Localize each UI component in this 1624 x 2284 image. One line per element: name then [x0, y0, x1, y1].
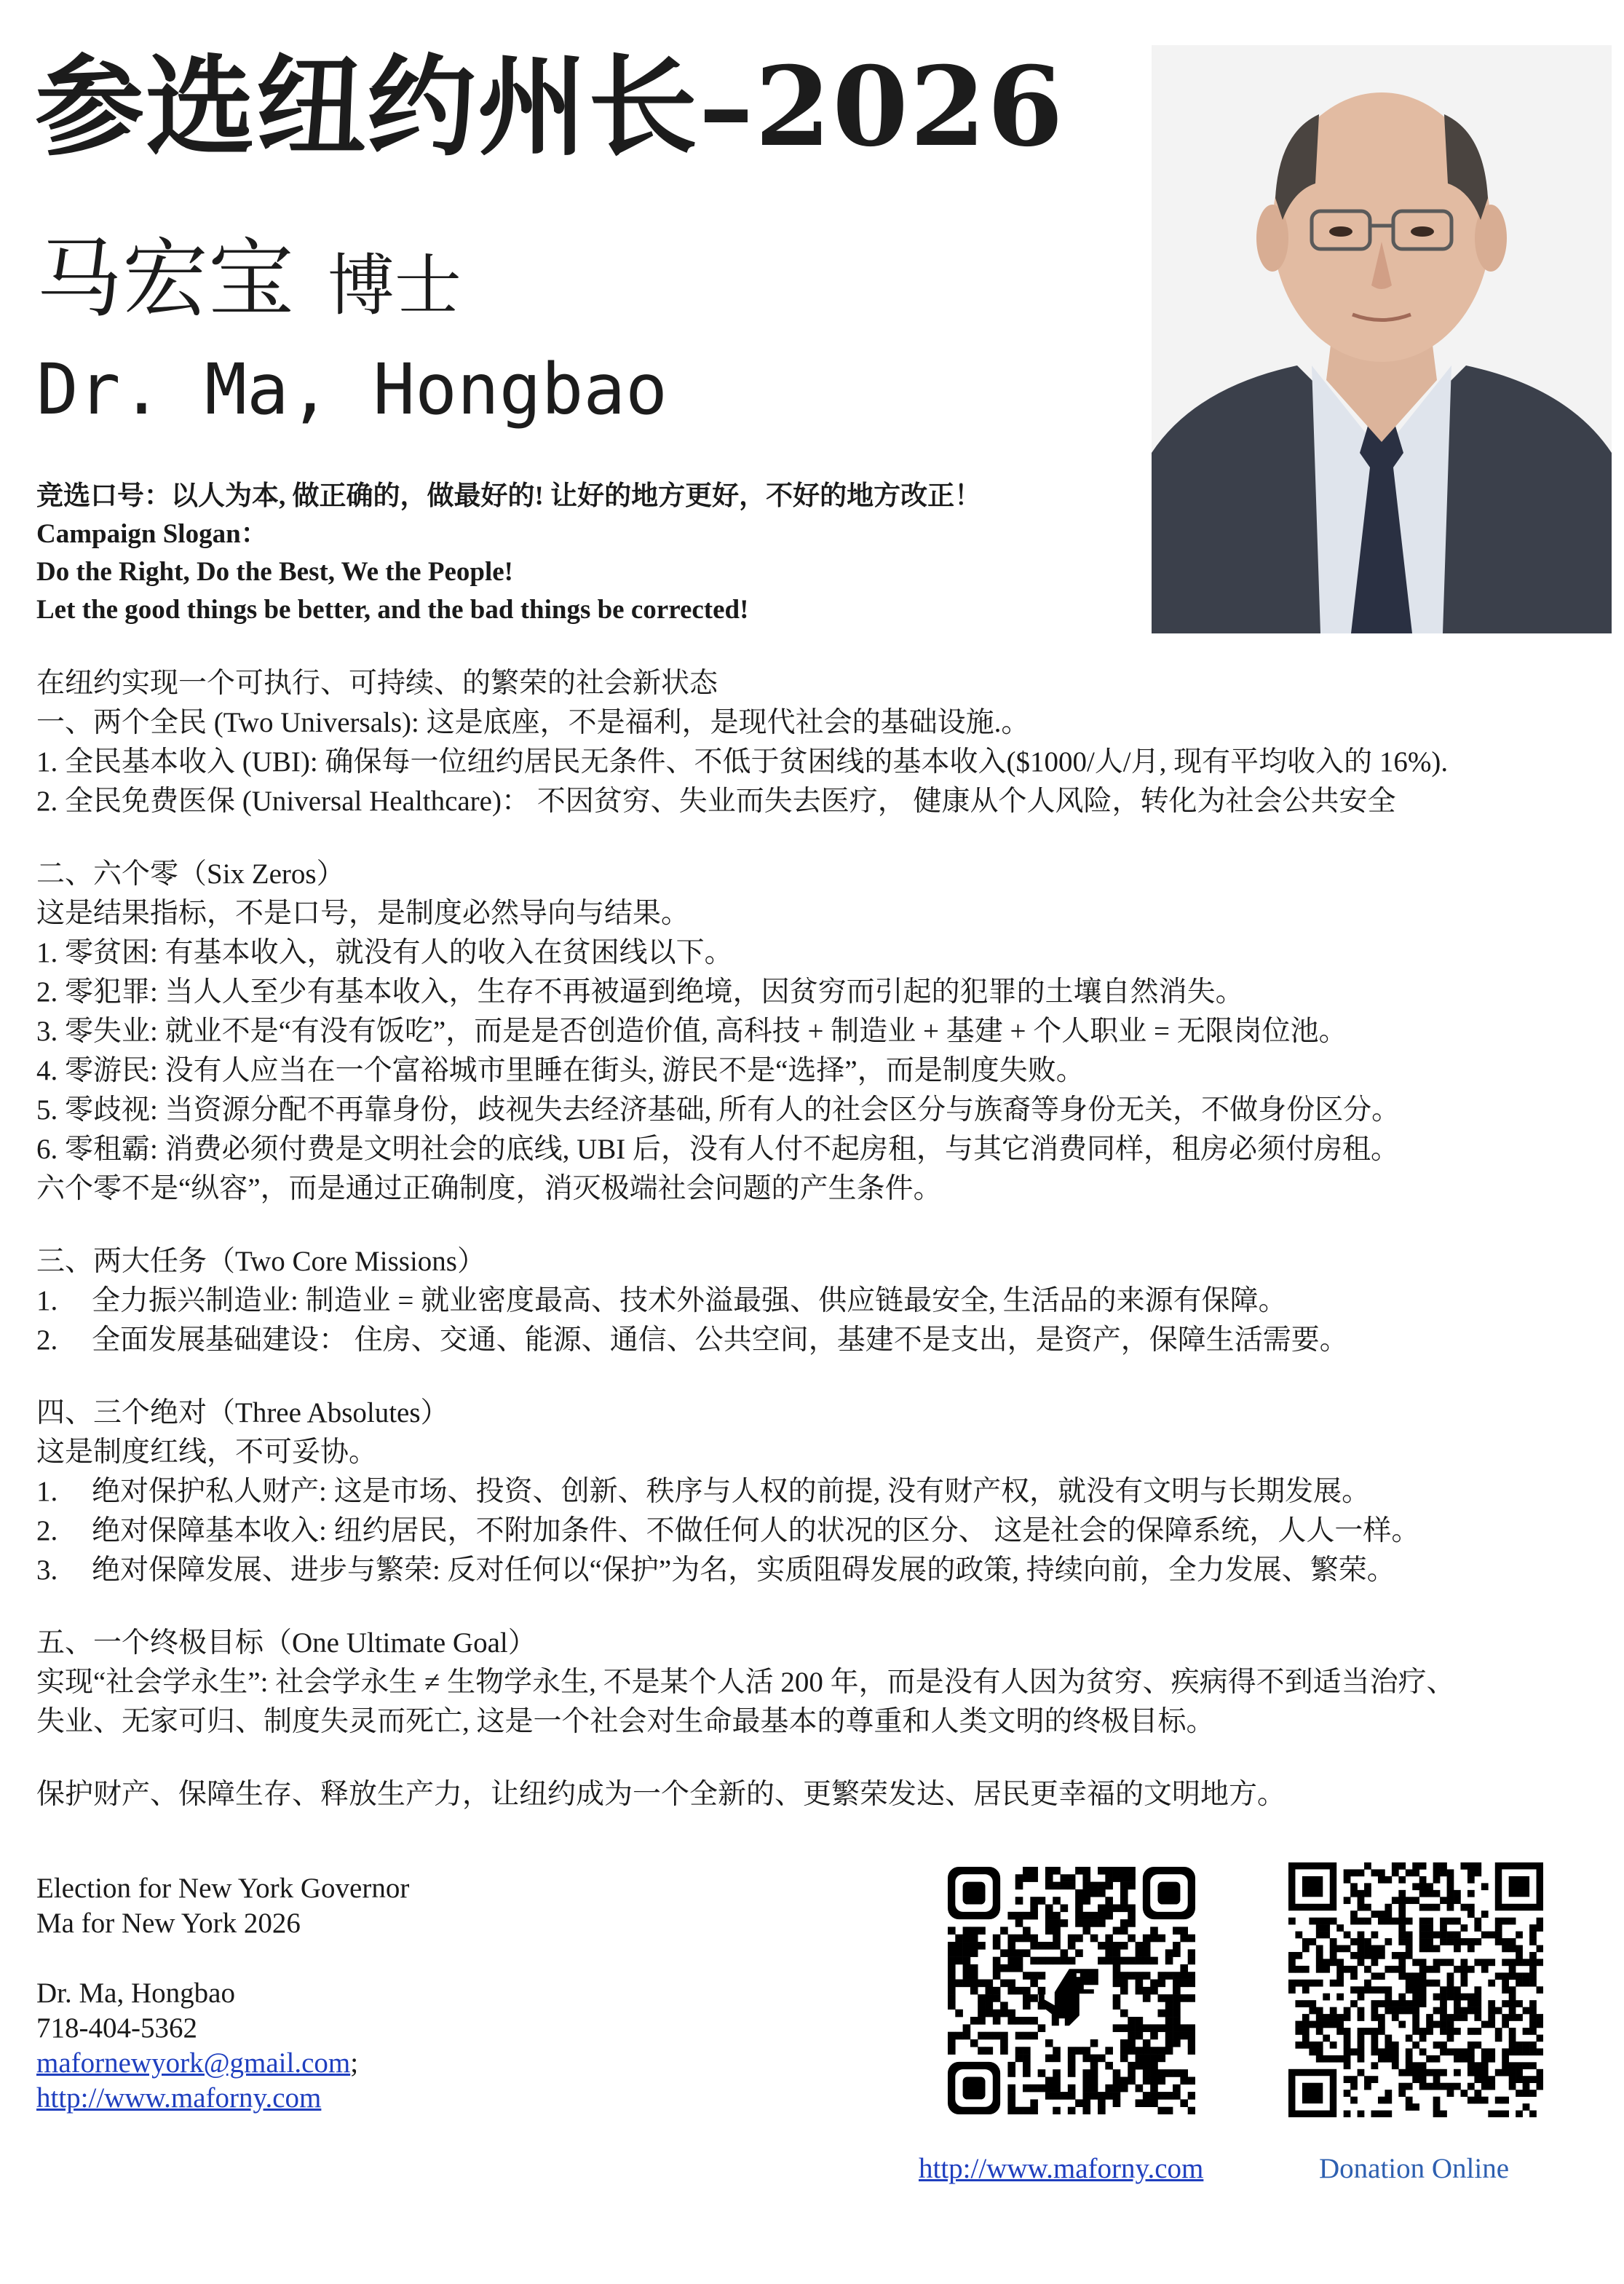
- list-item: 2. 全民免费医保 (Universal Healthcare)： 不因贫穷、失业而失去医疗， 健康从个人风险，转化为社会公共安全: [36, 786, 1396, 817]
- candidate-name-chinese: [36, 229, 462, 333]
- website-qr-caption[interactable]: http://www.maforny.com: [919, 2153, 1204, 2184]
- list-item: 1. 全民基本收入 (UBI): 确保每一位纽约居民无条件、不低于贫困线的基本收入($1000/人/月, 现有平均收入的 16%).: [36, 746, 1449, 778]
- website-qr-code[interactable]: [948, 1867, 1195, 2114]
- slogan-chinese: 竞选口号：以人为本, 做正确的，做最好的! 让好的地方更好，不好的地方改正！: [36, 481, 982, 511]
- name-cn-text: 马宏宝: [36, 229, 295, 329]
- list-item: 2. 零犯罪: 当人人至少有基本收入，生存不再被逼到绝境，因贫穷而引起的犯罪的土壤自然消失。: [36, 976, 1244, 1008]
- eye-right: [1411, 226, 1434, 237]
- email-suffix: ;: [350, 2047, 359, 2079]
- list-text: 绝对保障发展、进步与繁荣: 反对任何以“保护”为名，实质阻碍发展的政策, 持续向前，全力发展、繁荣。: [92, 1554, 1395, 1586]
- list-item: 4. 零游民: 没有人应当在一个富裕城市里睡在街头, 游民不是“选择”，而是制度失败。: [36, 1055, 1085, 1086]
- list-item: 1. 零贫困: 有基本收入，就没有人的收入在贫困线以下。: [36, 937, 733, 968]
- campaign-line: Ma for New York 2026: [36, 1908, 301, 1939]
- contact-email-row: [36, 2046, 692, 2081]
- list-item: [36, 1472, 1587, 1512]
- eye-left: [1329, 226, 1352, 237]
- list-item: 5. 零歧视: 当资源分配不再靠身份，歧视失去经济基础, 所有人的社会区分与族裔等身份无关，不做身份区分。: [36, 1094, 1401, 1126]
- section-heading-ultimate-goal: 五、一个终极目标（One Ultimate Goal）: [36, 1627, 536, 1659]
- candidate-name-english: Dr. Ma, Hongbao: [36, 349, 668, 430]
- list-number: 1.: [36, 1476, 58, 1507]
- election-line: Election for New York Governor: [36, 1873, 410, 1904]
- candidate-portrait: [1152, 45, 1612, 633]
- list-item: 3. 零失业: 就业不是“有没有饭吃”，而是是否创造价值, 高科技 + 制造业 + 基建 + 个人职业 = 无限岗位池。: [36, 1016, 1347, 1047]
- list-text: 绝对保护私人财产: 这是市场、投资、创新、秩序与人权的前提, 没有财产权，就没有文明与长期发展。: [92, 1476, 1371, 1507]
- platform-body: [36, 664, 1587, 1814]
- list-item: [36, 1281, 1587, 1321]
- donation-qr-code[interactable]: [1288, 1862, 1543, 2117]
- list-item: 6. 零租霸: 消费必须付费是文明社会的底线, UBI 后，没有人付不起房租，与其它消费同样，租房必须付房租。: [36, 1134, 1400, 1165]
- section-subtitle: 这是制度红线，不可妥协。: [36, 1437, 378, 1468]
- contact-phone: 718-404-5362: [36, 2012, 197, 2044]
- list-number: 2.: [36, 1324, 58, 1356]
- slogan-english-line2: Let the good things be better, and the bad things be corrected!: [36, 595, 749, 625]
- list-item: [36, 1321, 1587, 1360]
- list-text: 全力振兴制造业: 制造业 = 就业密度最高、技术外溢最强、供应链最安全, 生活品的来源有保障。: [92, 1285, 1287, 1316]
- email-link[interactable]: mafornewyork@gmail.com: [36, 2047, 351, 2079]
- contact-name: Dr. Ma, Hongbao: [36, 1977, 235, 2009]
- contact-block: [36, 1871, 692, 2116]
- page-title: 参选纽约州长–2026: [35, 43, 1065, 171]
- section-heading-two-core-missions: 三、两大任务（Two Core Missions）: [36, 1246, 486, 1277]
- list-item: [36, 1512, 1587, 1551]
- platform-intro: 在纽约实现一个可执行、可持续、的繁荣的社会新状态: [36, 668, 718, 699]
- goal-line: 失业、无家可归、制度失灵而死亡, 这是一个社会对生命最基本的尊重和人类文明的终极目标。: [36, 1706, 1215, 1737]
- list-item: [36, 1551, 1587, 1590]
- list-number: 1.: [36, 1285, 58, 1316]
- section-heading-two-universals: 一、两个全民 (Two Universals): 这是底座，不是福利，是现代社会的基础设施.。: [36, 707, 1030, 738]
- goal-line: 实现“社会学永生”: 社会学永生 ≠ 生物学永生, 不是某个人活 200 年，而是没有人因为贫穷、疾病得不到适当治疗、: [36, 1667, 1455, 1698]
- name-cn-title-suffix: 博士: [328, 247, 462, 325]
- list-number: 3.: [36, 1554, 58, 1586]
- contact-website-row: [36, 2081, 692, 2116]
- closing-statement: 保护财产、保障生存、释放生产力，让纽约成为一个全新的、更繁荣发达、居民更幸福的文明地方。: [36, 1779, 1286, 1810]
- campaign-slogan: [36, 478, 1157, 629]
- slogan-english-line1: Do the Right, Do the Best, We the People!: [36, 557, 513, 587]
- section-heading-six-zeros: 二、六个零（Six Zeros）: [36, 858, 345, 890]
- list-text: 全面发展基础建设： 住房、交通、能源、通信、公共空间，基建不是支出，是资产，保障生活需要。: [92, 1324, 1348, 1356]
- section-closing: 六个零不是“纵容”，而是通过正确制度，消灭极端社会问题的产生条件。: [36, 1173, 942, 1204]
- website-link[interactable]: http://www.maforny.com: [36, 2082, 322, 2114]
- section-heading-three-absolutes: 四、三个绝对（Three Absolutes）: [36, 1397, 449, 1429]
- donation-qr-caption[interactable]: Donation Online: [1319, 2153, 1510, 2184]
- section-subtitle: 这是结果指标，不是口号，是制度必然导向与结果。: [36, 898, 690, 929]
- slogan-label: Campaign Slogan：: [36, 519, 268, 549]
- list-number: 2.: [36, 1515, 58, 1546]
- list-text: 绝对保障基本收入: 纽约居民，不附加条件、不做任何人的状况的区分、 这是社会的保障系统，人人一样。: [92, 1515, 1420, 1546]
